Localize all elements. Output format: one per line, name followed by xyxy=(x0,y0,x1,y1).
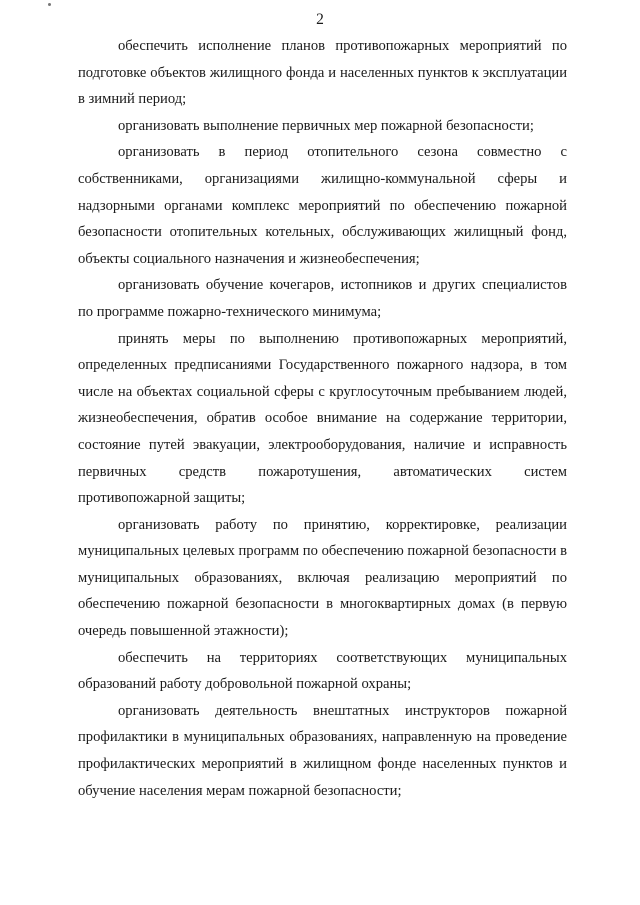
paragraph-primary-measures: организовать выполнение первичных мер пожарной безопасности; xyxy=(118,117,534,134)
page-number: 2 xyxy=(316,11,324,28)
document-body xyxy=(78,33,567,804)
paragraph-winter-preparation: обеспечить исполнение планов противопожарных мероприятий по подготовке объектов жилищного фонда и населенных пунктов к эксплуатации в зимний период; xyxy=(78,38,567,108)
paragraph-inspection-orders: принять меры по выполнению противопожарных мероприятий, определенных предписаниями Государственного пожарного надзора, в том числе на объектах социальной сферы с круглосуточным пребыванием людей, жизнеобеспечения, обратив особое внимание на содержание территории, состояние путей эвакуации, электрооборудования, наличие и исправность первичных средств пожаротушения, автоматических систем противопожарной защиты; xyxy=(78,330,567,507)
paragraph-volunteer-fire-brigade: обеспечить на территориях соответствующих муниципальных образований работу добровольной пожарной охраны; xyxy=(78,649,567,693)
scan-speck xyxy=(48,3,51,6)
paragraph-freelance-instructors: организовать деятельность внештатных инструкторов пожарной профилактики в муниципальных образованиях, направленную на проведение профилактических мероприятий в жилищном фонде населенных пунктов и обучение населения мерам пожарной безопасности; xyxy=(78,702,567,799)
paragraph-heating-season: организовать в период отопительного сезона совместно с собственниками, организациями жилищно-коммунальной сферы и надзорными органами комплекс мероприятий по обеспечению пожарной безопасности отопительных котельных, обслуживающих жилищный фонд, объекты социального назначения и жизнеобеспечения; xyxy=(78,144,567,267)
paragraph-stoker-training: организовать обучение кочегаров, истопников и других специалистов по программе пожарно-технического минимума; xyxy=(78,277,567,320)
paragraph-municipal-programs: организовать работу по принятию, корректировке, реализации муниципальных целевых программ по обеспечению пожарной безопасности в муниципальных образованиях, включая реализацию мероприятий по обеспечению пожарной безопасности в многоквартирных домах (в первую очередь повышенной этажности); xyxy=(78,516,567,640)
